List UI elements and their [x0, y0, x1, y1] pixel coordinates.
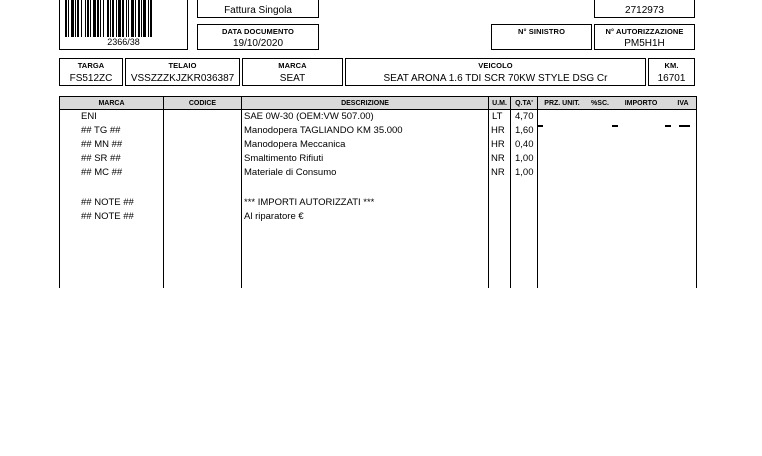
row-qta: 4,70: [515, 111, 534, 122]
barcode-image: [65, 0, 182, 37]
row-um: HR: [491, 139, 505, 150]
table-body: [59, 110, 697, 288]
doc-number-box: [594, 0, 695, 18]
n-autorizzazione-value: PM5H1H: [624, 38, 665, 49]
table-row: [59, 110, 697, 124]
veicolo-value: SEAT ARONA 1.6 TDI SCR 70KW STYLE DSG Cr: [383, 73, 608, 84]
th-marca: MARCA: [60, 97, 164, 109]
table-header: [59, 96, 697, 110]
note-row: [59, 210, 697, 224]
row-descrizione: Smaltimento Rifiuti: [244, 153, 324, 164]
th-sc: %SC.: [591, 99, 609, 107]
marca-label: MARCA: [278, 61, 307, 70]
note-marca: ## NOTE ##: [81, 211, 134, 222]
row-qta: 0,40: [515, 139, 534, 150]
doc-number: 2712973: [625, 5, 664, 16]
km-box: [648, 58, 695, 86]
row-qta: 1,60: [515, 125, 534, 136]
th-descrizione: DESCRIZIONE: [242, 97, 489, 109]
row-marca: ## MC ##: [81, 167, 123, 178]
items-table: [59, 96, 697, 288]
km-label: KM.: [664, 61, 679, 70]
targa-label: TARGA: [77, 61, 105, 70]
barcode-number: 2366/38: [107, 37, 140, 47]
marca-box: [242, 58, 343, 86]
barcode-box: [59, 0, 188, 50]
veicolo-label: VEICOLO: [478, 61, 513, 70]
data-documento-box: [197, 24, 319, 50]
th-prz: PRZ. UNIT.: [544, 99, 580, 107]
row-descrizione: Manodopera TAGLIANDO KM 35.000: [244, 125, 403, 136]
row-um: NR: [491, 167, 505, 178]
doc-type-box: [197, 0, 319, 18]
row-um: LT: [492, 111, 503, 122]
row-marca: ENI: [81, 111, 97, 122]
row-marca: ## SR ##: [81, 153, 121, 164]
row-marca: ## MN ##: [81, 139, 123, 150]
row-qta: 1,00: [515, 167, 534, 178]
table-row: [59, 138, 697, 152]
targa-box: [59, 58, 123, 86]
telaio-label: TELAIO: [168, 61, 197, 70]
note-descrizione: Al riparatore €: [244, 211, 304, 222]
table-row: [59, 124, 697, 138]
telaio-box: [125, 58, 240, 86]
th-qta: Q.TA': [511, 97, 538, 109]
doc-type: Fattura Singola: [224, 5, 292, 16]
veicolo-box: [345, 58, 646, 86]
row-qta: 1,00: [515, 153, 534, 164]
note-marca: ## NOTE ##: [81, 197, 134, 208]
note-descrizione: *** IMPORTI AUTORIZZATI ***: [244, 197, 375, 208]
n-autorizzazione-box: [594, 24, 695, 50]
table-row: [59, 166, 697, 180]
row-descrizione: Materiale di Consumo: [244, 167, 337, 178]
row-um: NR: [491, 153, 505, 164]
note-row: [59, 196, 697, 210]
table-row: [59, 152, 697, 166]
row-um: HR: [491, 125, 505, 136]
th-codice: CODICE: [164, 97, 242, 109]
data-documento-value: 19/10/2020: [232, 38, 284, 49]
row-descrizione: Manodopera Meccanica: [244, 139, 346, 150]
data-documento-label: DATA DOCUMENTO: [222, 27, 294, 36]
telaio-value: VSSZZZKJZKR036387: [130, 73, 235, 84]
row-marca: ## TG ##: [81, 125, 121, 136]
km-value: 16701: [657, 73, 686, 84]
marca-value: SEAT: [279, 73, 306, 84]
row-descrizione: SAE 0W-30 (OEM:VW 507.00): [244, 111, 374, 122]
targa-value: FS512ZC: [69, 73, 113, 84]
th-importo: IMPORTO: [624, 99, 658, 107]
n-sinistro-label: N° SINISTRO: [517, 27, 566, 36]
th-iva: IVA: [677, 99, 689, 107]
n-autorizzazione-label: N° AUTORIZZAZIONE: [605, 27, 684, 36]
th-um: U.M.: [489, 97, 511, 109]
n-sinistro-box: [491, 24, 592, 50]
